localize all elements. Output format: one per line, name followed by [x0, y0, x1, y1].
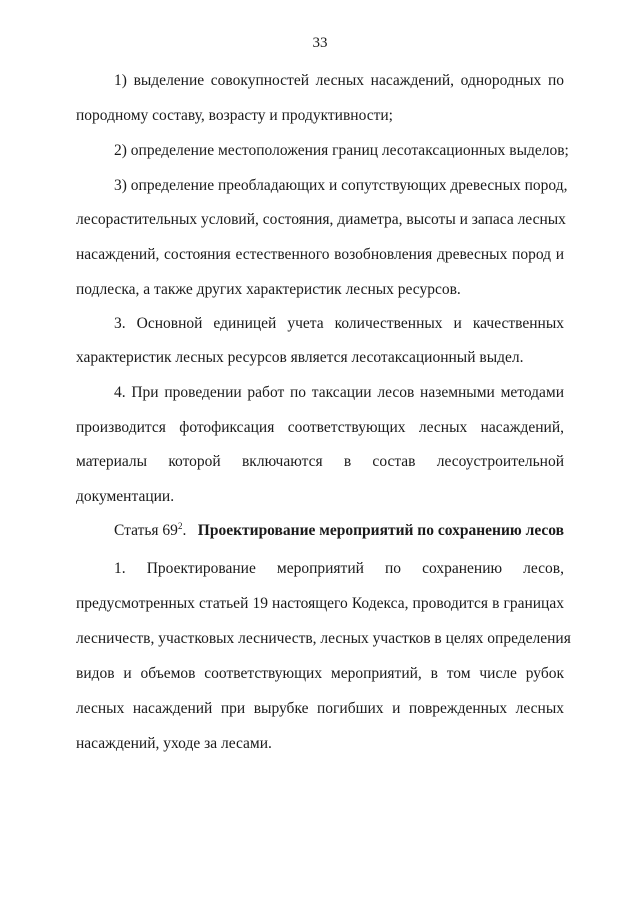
- text-line: породному составу, возрасту и продуктивности;: [76, 107, 393, 124]
- text-line: производится фотофиксация соответствующих лесных насаждений,: [76, 419, 564, 436]
- text-line: 1) выделение совокупностей лесных насаждений, однородных по: [114, 72, 564, 89]
- text-line: насаждений, состояния естественного возобновления древесных пород и: [76, 246, 564, 263]
- text-line: предусмотренных статьей 19 настоящего Кодекса, проводится в границах: [76, 595, 564, 612]
- text-line: насаждений, уходе за лесами.: [76, 735, 272, 752]
- text-line: подлеска, а также других характеристик лесных ресурсов.: [76, 281, 461, 298]
- page-number: 33: [312, 35, 328, 51]
- text-line: 3) определение преобладающих и сопутствующих древесных пород,: [114, 177, 568, 194]
- text-line: лесорастительных условий, состояния, диаметра, высоты и запаса лесных: [76, 211, 566, 228]
- text-line: лесных насаждений при вырубке погибших и поврежденных лесных: [76, 700, 564, 717]
- text-line: лесничеств, участковых лесничеств, лесных участков в целях определения: [76, 630, 571, 647]
- article-title: Проектирование мероприятий по сохранению лесов: [197, 522, 564, 539]
- text-line: характеристик лесных ресурсов является лесотаксационный выдел.: [76, 349, 524, 366]
- text-line: 2) определение местоположения границ лесотаксационных выделов;: [114, 142, 569, 159]
- article-superscript: 2: [177, 521, 183, 531]
- text-line: 1. Проектирование мероприятий по сохранению лесов,: [114, 560, 564, 577]
- text-line: видов и объемов соответствующих мероприятий, в том числе рубок: [76, 665, 564, 682]
- text-line: материалы которой включаются в состав лесоустроительной: [76, 453, 564, 470]
- article-label: Статья $69^2$.: [114, 521, 187, 539]
- text-line: 4. При проведении работ по таксации лесов наземными методами: [114, 384, 564, 401]
- article-heading: [114, 521, 564, 541]
- text-line: документации.: [76, 488, 175, 505]
- text-line: 3. Основной единицей учета количественных и качественных: [114, 315, 564, 332]
